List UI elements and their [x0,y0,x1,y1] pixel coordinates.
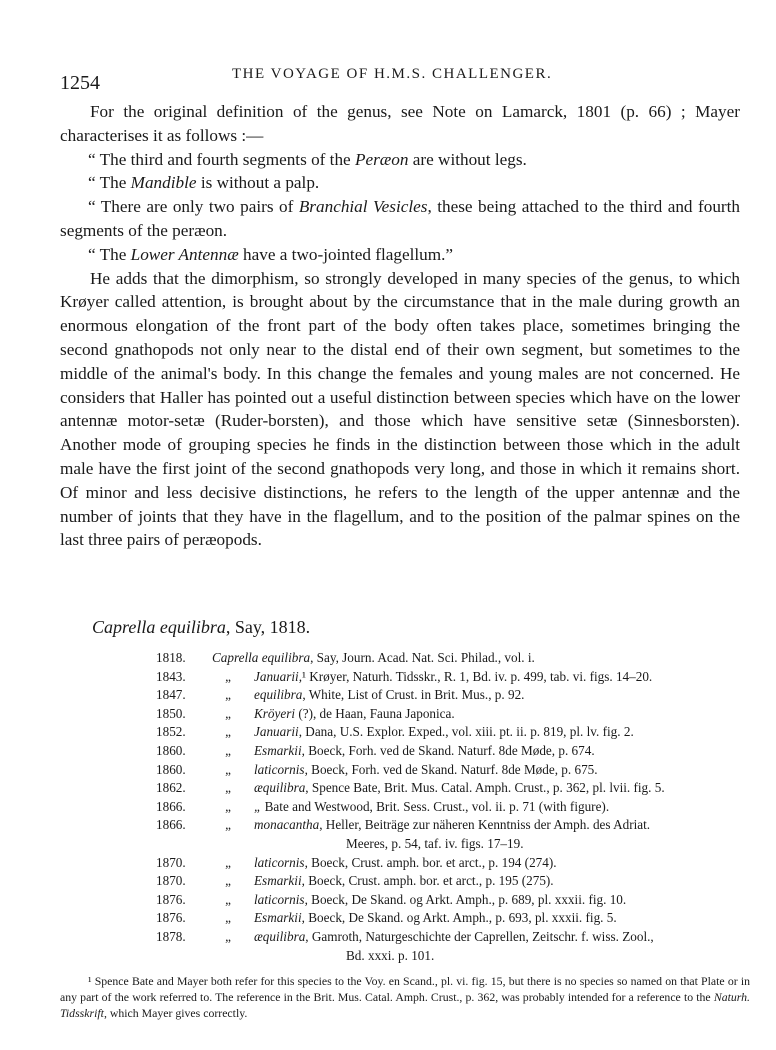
synonymy-text: , White, List of Crust. in Brit. Mus., p. 92. [302,687,525,703]
synonymy-entry [156,686,746,705]
synonymy-citation [254,761,746,780]
synonymy-text: Meeres, p. 54, taf. iv. figs. 17–19. [346,835,524,851]
synonymy-entry [156,649,746,668]
ditto-mark [202,649,212,668]
paragraph-intro: For the original definition of the genus, see Note on Lamarck, 1801 (p. 66) ; Mayer characterises it as follows :— [60,102,740,145]
synonymy-name: laticornis [254,761,305,777]
synonymy-year: 1876. [156,891,186,907]
synonymy-entry [156,779,746,798]
synonymy-year: 1866. [156,817,186,833]
ditto-mark: „ [225,780,231,796]
synonymy-citation [254,816,746,835]
synonymy-year: 1850. [156,705,186,721]
synonymy-citation [254,928,746,947]
quote-branchial: “ There are only two pairs of Branchial Vesicles, these being attached to the third and fourth segments of the peræon. [60,197,741,240]
synonymy-entry [156,872,746,891]
synonymy-entry [156,723,746,742]
synonymy-year: 1878. [156,928,186,944]
synonymy-citation [254,686,746,705]
synonymy-text: , Dana, U.S. Explor. Exped., vol. xiii. pt. ii. p. 819, pl. lv. fig. 2. [298,724,634,740]
paragraph-dimorphism: He adds that the dimorphism, so strongly developed in many species of the genus, to which Krøyer called attention, is brought about by the circumstance that in the male during growth an enormous elongation of the front part of the body often takes place, sometimes bringing the second gnathopods not only near to the distal end of their own segment, but sometimes to the middle of the animal's body. In this change the females and young males are not concerned. He considers that Haller has pointed out a useful distinction between species which have on the lower antennæ motor-setæ (Ruder-borsten), and those which have sensitive setæ (Sinnesborsten). Another mode of grouping species he finds in the distinction between those which in the adult male have the first joint of the second gnathopods very long, and those in which it remains short. Of minor and less decisive distinctions, he refers to the length of the upper antennæ and the number of joints that they have in the flagellum, and to the position of the palmar spines on the last three pairs of peræopods. [60,268,740,550]
synonymy-text: , Boeck, Crust. amph. bor. et arct., p. 194 (274). [304,854,557,870]
synonymy-name: laticornis [254,891,305,907]
synonymy-text: , Boeck, Forh. ved de Skand. Naturf. 8de Møde, p. 674. [301,742,595,758]
synonymy-year: 1860. [156,761,186,777]
ditto-mark: „ [225,742,231,758]
synonymy-name: equilibra [254,687,303,703]
synonymy-year: 1847. [156,687,186,703]
synonymy-name: monacantha [254,817,320,833]
species-heading: Caprella equilibra, Say, 1818. [92,617,311,637]
synonymy-text: ¹ Krøyer, Naturh. Tidsskr., R. 1, Bd. iv. p. 499, tab. vi. figs. 14–20. [302,668,653,684]
ditto-mark: „ [225,668,231,684]
synonymy-text: , Boeck, Forh. ved de Skand. Naturf. 8de Møde, p. 675. [304,761,598,777]
synonymy-text: , Say, Journ. Acad. Nat. Sci. Philad., vol. i. [310,650,535,665]
synonymy-citation [254,909,746,928]
footnote: ¹ Spence Bate and Mayer both refer for this species to the Voy. en Scand., pl. vi. fig. 15, but there is no species so named on that Plate or in any part of the work referred to. The reference in the Brit. Mus. Catal. Amph. Crust., p. 362, was probably intended for a reference to the Naturh. Tidsskrift, which Mayer gives correctly. [60,974,750,1020]
synonymy-entry [156,909,746,928]
ditto-mark: „ [225,761,231,777]
ditto-mark: „ [225,705,231,721]
synonymy-entry [156,854,746,873]
synonymy-year: 1860. [156,742,186,758]
synonymy-list [156,649,746,965]
synonymy-entry [156,816,746,835]
synonymy-name: Esmarkii [254,873,302,889]
ditto-mark: „ [225,910,231,926]
synonymy-citation [254,742,746,761]
ditto-mark: „ [225,928,231,944]
synonymy-text: , Spence Bate, Brit. Mus. Catal. Amph. Crust., p. 362, pl. lvii. fig. 5. [305,780,665,796]
synonymy-entry [156,668,746,687]
synonymy-entry [156,761,746,780]
quote-mandible: “ The Mandible is without a palp. [88,173,320,193]
synonymy-citation [254,891,746,910]
synonymy-text: , Gamroth, Naturgeschichte der Caprellen, Zeitschr. f. wiss. Zool., [305,928,654,944]
synonymy-entry [156,891,746,910]
synonymy-year: 1818. [156,650,186,665]
running-title: THE VOYAGE OF H.M.S. CHALLENGER. [232,66,553,82]
synonymy-citation [254,854,746,873]
synonymy-citation [254,723,746,742]
synonymy-year: 1876. [156,910,186,926]
synonymy-year: 1843. [156,668,186,684]
synonymy-year: 1862. [156,780,186,796]
synonymy-citation [254,798,746,817]
body-text [60,100,740,552]
synonymy-name: „ [254,798,262,814]
synonymy-name: Esmarkii [254,910,302,926]
synonymy-name: Esmarkii [254,742,302,758]
synonymy-text: Bd. xxxi. p. 101. [346,947,435,963]
synonymy-text: , Heller, Beiträge zur näheren Kenntniss der Amph. des Adriat. [319,817,651,833]
ditto-mark: „ [225,854,231,870]
page-number: 1254 [60,72,100,94]
ditto-mark: „ [225,798,231,814]
synonymy-entry [156,742,746,761]
synonymy-text: (?), de Haan, Fauna Japonica. [295,705,455,721]
synonymy-name: Januarii [254,724,299,740]
synonymy-citation [254,668,746,687]
synonymy-name: Kröyeri [254,705,296,721]
synonymy-entry [156,798,746,817]
quote-antennae: “ The Lower Antennæ have a two-jointed flagellum.” [88,244,454,264]
synonymy-name: Caprella equilibra [212,650,311,665]
ditto-mark: „ [225,724,231,740]
synonymy-citation [212,649,746,668]
synonymy-name: Januarii, [254,668,302,684]
ditto-mark: „ [225,873,231,889]
synonymy-continuation [156,947,746,966]
synonymy-year: 1866. [156,798,186,814]
synonymy-name: laticornis [254,854,305,870]
synonymy-name: æquilibra [254,780,306,796]
synonymy-text: , Boeck, De Skand. og Arkt. Amph., p. 693, pl. xxxii. fig. 5. [301,910,617,926]
synonymy-name: æquilibra [254,928,306,944]
synonymy-entry [156,705,746,724]
synonymy-text: , Boeck, De Skand. og Arkt. Amph., p. 689, pl. xxxii. fig. 10. [304,891,627,907]
synonymy-year: 1870. [156,854,186,870]
ditto-mark: „ [225,817,231,833]
ditto-mark: „ [225,891,231,907]
ditto-mark: „ [225,687,231,703]
quote-peraeon: “ The third and fourth segments of the Peræon are without legs. [88,149,527,169]
synonymy-citation [254,705,746,724]
synonymy-citation [254,779,746,798]
synonymy-text: Bate and Westwood, Brit. Sess. Crust., vol. ii. p. 71 (with figure). [261,798,610,814]
synonymy-continuation [156,835,746,854]
synonymy-year: 1870. [156,873,186,889]
synonymy-text: , Boeck, Crust. amph. bor. et arct., p. 195 (275). [301,873,554,889]
synonymy-entry [156,928,746,947]
synonymy-citation [254,872,746,891]
synonymy-year: 1852. [156,724,186,740]
